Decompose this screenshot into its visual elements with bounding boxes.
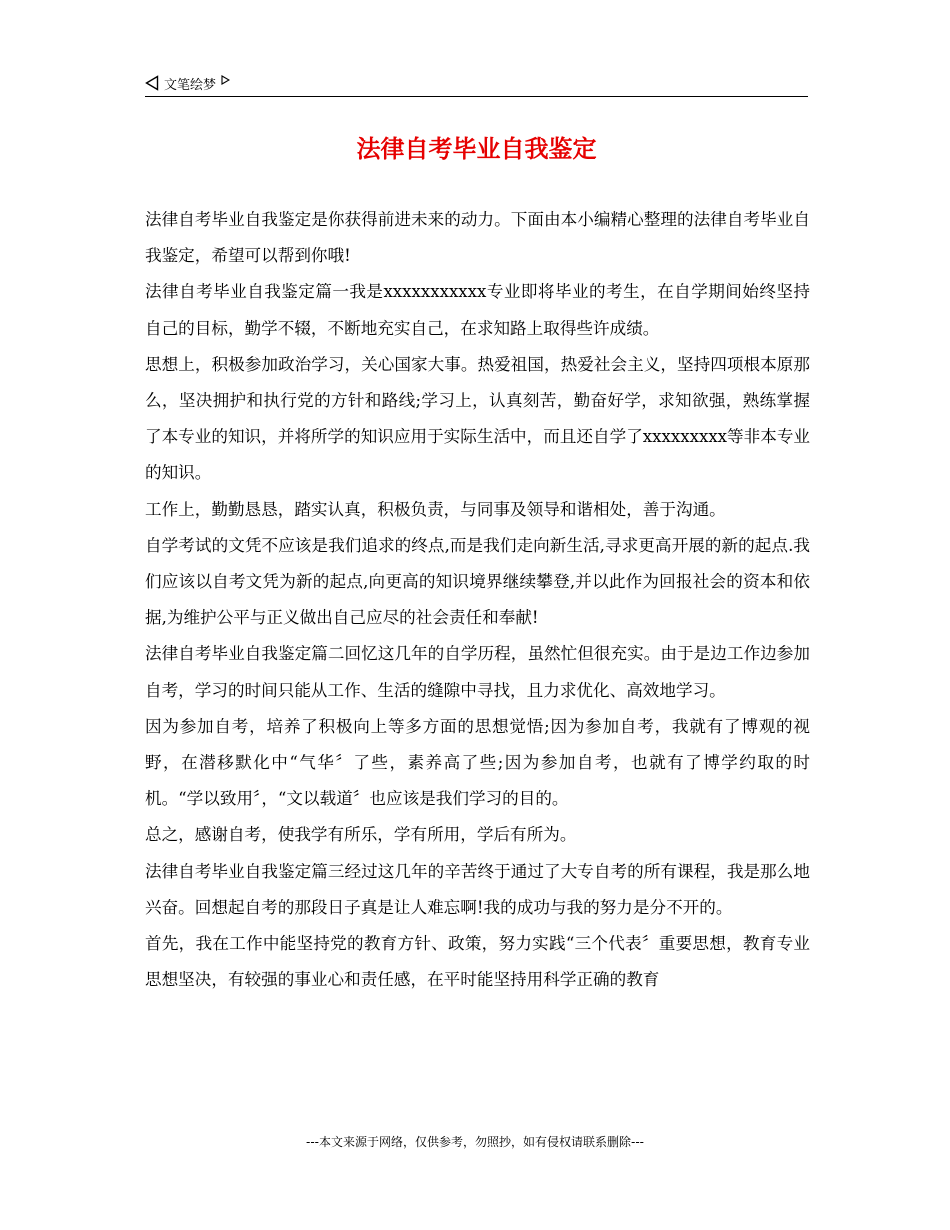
- page-header: [145, 70, 808, 97]
- paragraph: 工作上，勤勤恳恳，踏实认真，积极负责，与同事及领导和谐相处，善于沟通。: [145, 499, 726, 519]
- page-footer-disclaimer: ---本文来源于网络，仅供参考，勿照抄，如有侵权请联系删除---: [306, 1135, 644, 1149]
- paragraph: 法律自考毕业自我鉴定篇三经过这几年的辛苦终于通过了大专自考的所有课程，我是那么地兴奋。回想起自考的那段日子真是让人难忘啊!我的成功与我的努力是分不开的。: [145, 861, 810, 917]
- header-brand: [145, 73, 230, 93]
- brand-name: 文笔绘梦: [164, 77, 217, 93]
- paragraph: 思想上，积极参加政治学习，关心国家大事。热爱祖国，热爱社会主义，坚持四项根本原那么，坚决拥护和执行党的方针和路线;学习上，认真刻苦，勤奋好学，求知欲强，熟练掌握了本专业的知识，并将所学的知识应用于实际生活中，而且还自学了xxxxxxxxx等非本专业的知识。: [145, 354, 811, 483]
- paragraph: 法律自考毕业自我鉴定篇一我是xxxxxxxxxxx专业即将毕业的考生，在自学期间始终坚持自己的目标，勤学不辍，不断地充实自己，在求知路上取得些许成绩。: [145, 282, 810, 338]
- left-triangle-outline-icon: [145, 75, 159, 91]
- paragraph: 法律自考毕业自我鉴定是你获得前进未来的动力。下面由本小编精心整理的法律自考毕业自我鉴定，希望可以帮到你哦!: [145, 210, 810, 266]
- paragraph: 首先，我在工作中能坚持党的教育方针、政策，努力实践“三个代表〞重要思想，教育专业思想坚决，有较强的事业心和责任感，在平时能坚持用科学正确的教育: [145, 934, 810, 990]
- paragraph: 法律自考毕业自我鉴定篇二回忆这几年的自学历程，虽然忙但很充实。由于是边工作边参加自考，学习的时间只能从工作、生活的缝隙中寻找，且力求优化、高效地学习。: [145, 644, 810, 700]
- paragraph: 自学考试的文凭不应该是我们追求的终点,而是我们走向新生活,寻求更高开展的新的起点.我们应该以自考文凭为新的起点,向更高的知识境界继续攀登,并以此作为回报社会的资本和依据,为维护公平与正义做出自己应尽的社会责任和奉献!: [145, 535, 810, 628]
- paragraph: 因为参加自考，培养了积极向上等多方面的思想觉悟;因为参加自考，我就有了博观的视野，在潜移默化中“气华〞了些，素养高了些;因为参加自考，也就有了博学约取的时机。“学以致用〞，“文以载道〞也应该是我们学习的目的。: [145, 716, 810, 809]
- paragraph: 总之，感谢自考，使我学有所乐，学有所用，学后有所为。: [145, 825, 577, 845]
- document-title: 法律自考毕业自我鉴定: [356, 135, 597, 163]
- document-body: [145, 202, 810, 998]
- right-triangle-outline-icon: [221, 81, 230, 85]
